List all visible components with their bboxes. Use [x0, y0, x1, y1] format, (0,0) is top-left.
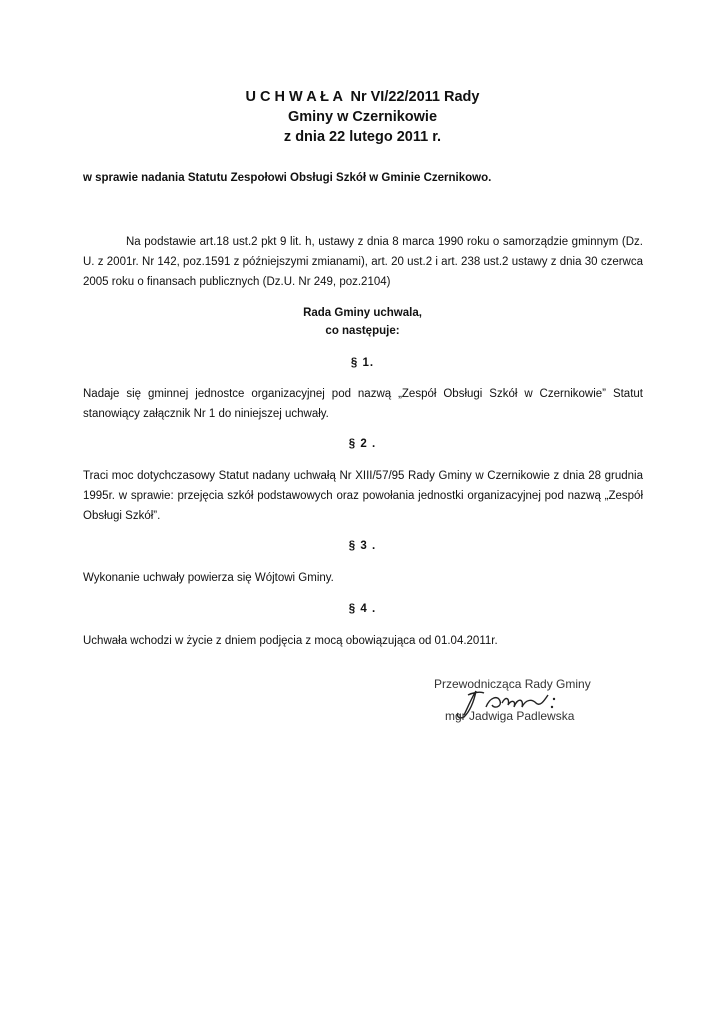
section-1-text: Nadaje się gminnej jednostce organizacyjnej pod nazwą „Zespół Obsługi Szkół w Czernikowie” Statut stanowiący załącznik Nr 1 do niniejszej uchwały.	[83, 388, 643, 420]
section-3-text: Wykonanie uchwały powierza się Wójtowi Gminy.	[83, 572, 334, 584]
section-2-text: Traci moc dotychczasowy Statut nadany uchwałą Nr XIII/57/95 Rady Gminy w Czernikowie z dnia 28 grudnia 1995r. w sprawie: przejęcia szkół podstawowych oraz powołania jednostki organizacyjnej pod nazwą „Zespół Obsługi Szkół”.	[83, 470, 643, 522]
section-4-text: Uchwała wchodzi w życie z dniem podjęcia z mocą obowiązująca od 01.04.2011r.	[83, 635, 498, 647]
resolution-intro-line-2: co następuje:	[325, 325, 400, 337]
section-4-mark: § 4 .	[348, 603, 377, 615]
signatory-role: Przewodnicząca Rady Gminy	[434, 677, 591, 691]
resolution-intro-line-1: Rada Gminy uchwala,	[303, 307, 422, 319]
resolution-title	[0, 87, 725, 147]
resolution-intro	[0, 304, 725, 340]
signature-block	[430, 675, 630, 735]
title-line-1: U C H W A Ł A Nr VI/22/2011 Rady	[245, 89, 480, 105]
signatory-name: mgr Jadwiga Padlewska	[445, 709, 575, 723]
legal-basis-paragraph: Na podstawie art.18 ust.2 pkt 9 lit. h, ustawy z dnia 8 marca 1990 roku o samorządzie gminnym (Dz. U. z 2001r. Nr 142, poz.1591 z późniejszymi zmianami), art. 20 ust.2 i art. 238 ust.2 ustawy z dnia 30 czerwca 2005 roku o finansach publicznych (Dz.U. Nr 249, poz.2104)	[83, 236, 643, 288]
resolution-subject: w sprawie nadania Statutu Zespołowi Obsługi Szkół w Gminie Czernikowo.	[83, 172, 492, 184]
title-line-2: Gminy w Czernikowie	[287, 109, 438, 125]
section-3-mark: § 3 .	[348, 540, 377, 552]
section-2-mark: § 2 .	[348, 438, 377, 450]
title-line-3: z dnia 22 lutego 2011 r.	[283, 129, 442, 145]
section-1-mark: § 1.	[350, 357, 375, 369]
